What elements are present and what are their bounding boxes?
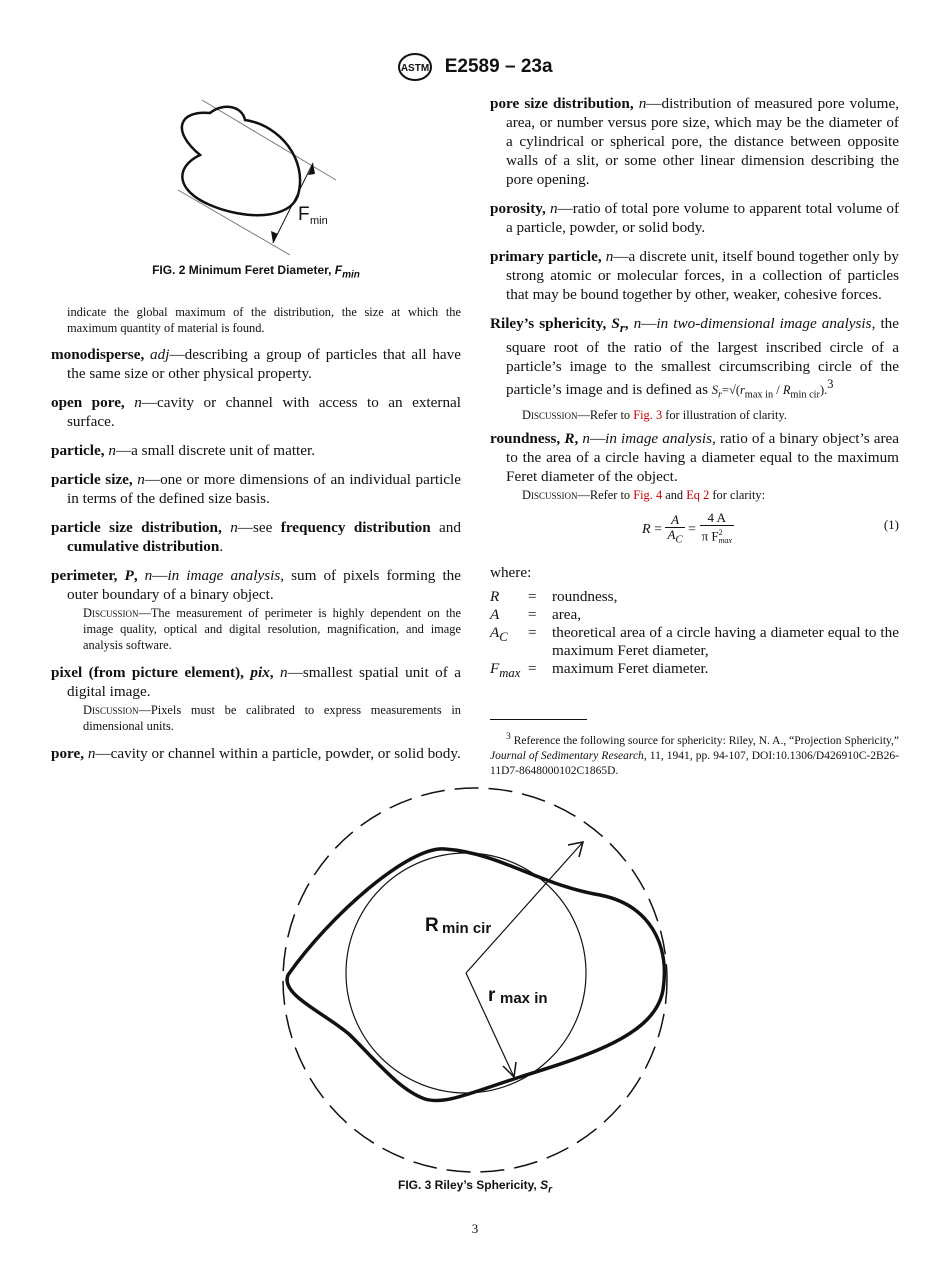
continuation-text: indicate the global maximum of the distribution, the size at which the maximum quantity of material is found. xyxy=(67,305,461,335)
def-porosity: porosity, n—ratio of total pore volume to apparent total volume of a particle, powder, or solid body. xyxy=(490,200,900,236)
def-roundness: roundness, R, n—in image analysis, ratio of a binary object’s area to the area of a circle having a diameter equal to the maximum Feret diameter of the object. Discussion—Refer to Fig. 4 and Eq 2 for clarity: xyxy=(490,429,900,502)
r-sub-label: max in xyxy=(500,990,548,1007)
fig2-tangent-lower xyxy=(178,190,290,255)
fig2-diagram xyxy=(150,95,350,260)
fig2-fmin-sub: min xyxy=(310,215,328,227)
fig3-link[interactable]: Fig. 3 xyxy=(633,407,663,422)
def-particle-size: particle size, n—one or more dimensions of an individual particle in terms of the defined size basis. xyxy=(51,471,462,507)
R-sub-label: min cir xyxy=(442,920,492,937)
riley-formula: $S_r=√(r_{max in} / R_{min cir})$. xyxy=(711,383,828,401)
fig3-caption-symbol: S xyxy=(540,1178,549,1192)
def-particle: particle, n—a small discrete unit of matter. xyxy=(51,442,316,459)
fig2-tangent-upper xyxy=(202,100,336,180)
fig2-caption-symbol: F xyxy=(334,263,343,277)
def-perimeter: perimeter, P, n—in image analysis, sum of pixels forming the outer boundary of a binary object. Discussion—The measurement of perimeter is highly dependent on the image quality, optical and digital resolution, magnification, and image analysis software. xyxy=(51,567,462,652)
r-arrowhead xyxy=(503,1062,516,1077)
disc-pixel: Discussion—Pixels must be calibrated to express measurements in dimensional units. xyxy=(83,703,461,733)
page-header xyxy=(0,52,950,82)
fig3-diagram xyxy=(270,785,680,1175)
fig2-caption-sub: min xyxy=(342,269,360,281)
particle-outline xyxy=(287,849,664,1101)
eq2-link[interactable]: Eq 2 xyxy=(686,487,710,502)
fig4-link[interactable]: Fig. 4 xyxy=(633,487,663,502)
def-open-pore: open pore, n—cavity or channel with access to an external surface. xyxy=(51,394,462,430)
R-label: R xyxy=(425,915,439,936)
def-psd: particle size distribution, n—see frequency distribution and cumulative distribution. xyxy=(51,519,461,555)
def-primary-particle: primary particle, n—a discrete unit, itself bound together only by strong atomic or molecular forces, in a collection of particles that may be bound together by other, weaker, cohesive forces. xyxy=(490,248,899,303)
def-pore: pore, n—cavity or channel within a particle, powder, or solid body. xyxy=(51,745,461,762)
page-number: 3 xyxy=(471,1221,479,1236)
where-list: R = roundness, A = area, $A_C$ = theoretical area of a circle having a diameter equal to the maximum Feret diameter, $F_{max}$ = maximum Feret diameter. xyxy=(490,587,899,680)
equation-1: R = $\frac{A}{A_C}$ = $\frac{4 A}{\pi F^2_{max}}$ (1) xyxy=(642,509,899,546)
disc-riley: Discussion—Refer to Fig. 3 for illustration of clarity. xyxy=(522,407,787,422)
footnote-3: $^3$ Reference the following source for sphericity: Riley, N. A., “Projection Sphericity,” Journal of Sedimentary Research, 11, 1941, pp. 94-107, DOI:10.1306/D426910C-2B26-11D7-8648000102C1865D. xyxy=(490,731,899,777)
def-monodisperse: monodisperse, adj—describing a group of particles that all have the same size or other physical property. xyxy=(51,346,462,382)
fig2-caption: FIG. 2 Minimum Feret Diameter, $F_{min}$ xyxy=(152,263,360,281)
astm-logo-icon xyxy=(397,52,433,82)
designation: E2589 – 23a xyxy=(444,56,553,77)
equation-number: (1) xyxy=(883,516,899,532)
fig2-arrowhead-bottom xyxy=(271,231,278,243)
riley-footnote-ref: 3 xyxy=(827,377,834,392)
def-pore-size-distribution: pore size distribution, n—distribution of measured pore volume, area, or number versus pore size, which may be the diameter of a cylindrical or spherical pore, the distance between opposite walls of a slit, or some other linear dimension describing the pore opening. xyxy=(490,95,900,188)
circumscribed-circle xyxy=(283,788,667,1172)
disc-roundness: Discussion—Refer to Fig. 4 and Eq 2 for clarity: xyxy=(522,487,766,502)
left-column xyxy=(51,304,461,773)
fig3-caption-sub: r xyxy=(548,1184,552,1196)
right-column xyxy=(490,94,899,682)
R-radius-arrow xyxy=(466,842,583,973)
where-label: where: xyxy=(490,563,532,581)
fig3-caption: FIG. 3 Riley’s Sphericity, $S_r$ xyxy=(398,1178,552,1196)
fig2-fmin-label: F xyxy=(298,204,310,225)
def-riley-sphericity: Riley’s sphericity, $S_r$, n—in two-dimensional image analysis, the square root of the ratio of the largest inscribed circle of a particle’s image to the smallest circumscribing circle of the particle’s image and is defined as $S_r=√(r_{max in} / R_{min cir}).^3$ Discussion—Refer to Fig. 3 for illustration of clarity. xyxy=(490,315,899,422)
def-pixel: pixel (from picture element), pix, n—smallest spatial unit of a digital image. Discussion—Pixels must be calibrated to express measurements in dimensional units. xyxy=(51,664,461,733)
r-label: r xyxy=(488,985,496,1006)
fig2-feret-arrow xyxy=(273,163,313,243)
footnote-rule xyxy=(490,719,587,720)
disc-perimeter: Discussion—The measurement of perimeter is highly dependent on the image quality, optical and digital resolution, magnification, and image analysis software. xyxy=(83,606,461,652)
astm-logo-text: ASTM xyxy=(401,63,430,74)
